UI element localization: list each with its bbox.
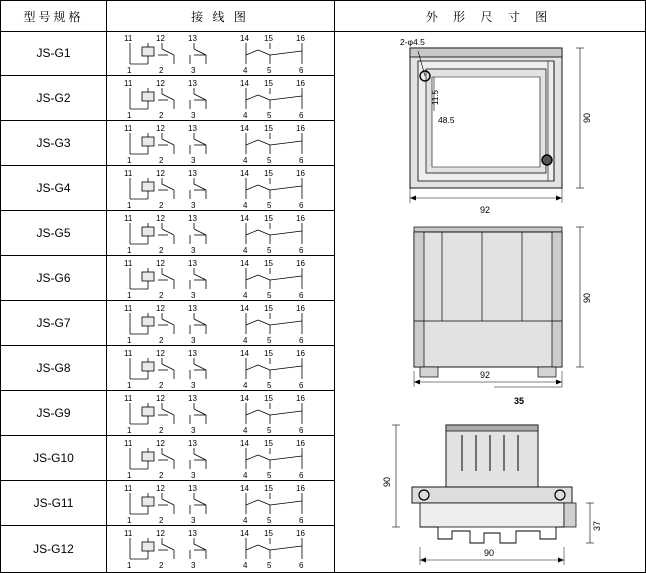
svg-text:3: 3 [191,336,196,345]
svg-text:15: 15 [264,349,273,358]
svg-text:4: 4 [243,156,248,165]
model-column [1,1,107,572]
svg-text:16: 16 [296,259,305,268]
svg-text:16: 16 [296,214,305,223]
svg-text:5: 5 [267,426,272,435]
svg-text:14: 14 [240,394,249,403]
svg-text:6: 6 [299,336,304,345]
svg-text:4: 4 [243,336,248,345]
svg-text:15: 15 [264,394,273,403]
svg-text:15: 15 [264,439,273,448]
svg-text:1: 1 [127,66,132,75]
model-row: JS-G4 [1,166,106,211]
wiring-diagram-row [106,31,334,76]
svg-text:14: 14 [240,484,249,493]
svg-text:2: 2 [159,426,164,435]
front-height-label: 90 [582,112,592,123]
svg-text:16: 16 [296,484,305,493]
svg-text:12: 12 [156,259,165,268]
svg-text:6: 6 [299,471,304,480]
wiring-diagram-row [106,166,334,211]
svg-text:5: 5 [267,336,272,345]
svg-text:16: 16 [296,79,305,88]
svg-text:13: 13 [188,169,197,178]
svg-text:2: 2 [159,516,164,525]
svg-text:15: 15 [264,529,273,538]
svg-text:12: 12 [156,124,165,133]
svg-text:2: 2 [159,66,164,75]
svg-text:13: 13 [188,529,197,538]
svg-text:4: 4 [243,291,248,300]
model-row: JS-G2 [1,76,106,121]
dimension-drawings [334,31,645,572]
wiring-diagram-row [106,301,334,346]
svg-text:4: 4 [243,471,248,480]
svg-text:5: 5 [267,381,272,390]
front-width-label: 92 [480,205,491,215]
svg-text:14: 14 [240,169,249,178]
svg-text:1: 1 [127,201,132,210]
model-row: JS-G12 [33,541,74,556]
svg-text:6: 6 [299,426,304,435]
svg-text:12: 12 [156,484,165,493]
svg-text:2: 2 [159,201,164,210]
svg-text:3: 3 [191,381,196,390]
svg-text:15: 15 [264,79,273,88]
svg-text:16: 16 [296,169,305,178]
svg-text:14: 14 [240,124,249,133]
svg-text:6: 6 [299,66,304,75]
svg-text:11: 11 [124,304,133,313]
svg-text:6: 6 [299,201,304,210]
svg-text:16: 16 [296,394,305,403]
front-view-drawing [400,37,592,215]
svg-text:4: 4 [243,111,248,120]
svg-text:16: 16 [296,439,305,448]
svg-text:16: 16 [296,529,305,538]
side-height-label: 90 [582,292,592,303]
svg-text:2: 2 [159,336,164,345]
model-rows [1,31,106,571]
svg-text:15: 15 [264,259,273,268]
svg-text:14: 14 [240,349,249,358]
wiring-diagram-row [106,526,334,571]
side-view-drawing [414,227,592,406]
svg-text:1: 1 [127,291,132,300]
model-row: JS-G3 [1,121,106,166]
model-column-header: 型号规格 [1,1,106,32]
svg-text:16: 16 [296,34,305,43]
svg-text:3: 3 [191,471,196,480]
svg-text:14: 14 [240,214,249,223]
svg-text:3: 3 [191,426,196,435]
svg-text:16: 16 [296,349,305,358]
wiring-diagram-row [106,76,334,121]
svg-text:15: 15 [264,304,273,313]
svg-text:2: 2 [159,381,164,390]
svg-text:11: 11 [124,259,133,268]
svg-text:3: 3 [191,201,196,210]
svg-text:5: 5 [267,201,272,210]
svg-text:12: 12 [156,439,165,448]
rail-right-height-label: 37 [592,520,602,531]
svg-text:12: 12 [156,214,165,223]
wiring-diagram-row [106,391,334,436]
rail-width-label: 90 [484,548,495,558]
svg-text:3: 3 [191,111,196,120]
svg-text:5: 5 [267,516,272,525]
svg-text:12: 12 [156,304,165,313]
svg-text:12: 12 [156,169,165,178]
svg-text:1: 1 [127,336,132,345]
svg-text:13: 13 [188,439,197,448]
svg-text:6: 6 [299,381,304,390]
wiring-diagram-row [106,121,334,166]
svg-text:3: 3 [191,291,196,300]
svg-text:5: 5 [267,291,272,300]
svg-text:6: 6 [299,246,304,255]
wiring-diagram-row [106,481,334,526]
wiring-column-header: 接 线 图 [106,1,334,32]
model-row: JS-G5 [1,211,106,256]
wiring-column [106,1,335,572]
svg-text:6: 6 [299,516,304,525]
svg-text:3: 3 [191,246,196,255]
svg-text:13: 13 [188,394,197,403]
svg-text:11: 11 [124,394,133,403]
wiring-diagram-row [106,256,334,301]
svg-text:1: 1 [127,471,132,480]
wiring-diagram-row [106,211,334,256]
svg-text:2: 2 [159,291,164,300]
svg-text:6: 6 [299,291,304,300]
svg-text:11: 11 [124,124,133,133]
svg-text:1: 1 [127,156,132,165]
svg-text:5: 5 [267,111,272,120]
svg-text:15: 15 [264,124,273,133]
svg-text:6: 6 [299,111,304,120]
svg-text:11: 11 [124,439,133,448]
svg-text:14: 14 [240,259,249,268]
svg-text:4: 4 [243,66,248,75]
svg-text:4: 4 [243,426,248,435]
svg-text:1: 1 [127,381,132,390]
wiring-diagram-row [106,436,334,481]
svg-text:1: 1 [127,111,132,120]
svg-text:13: 13 [188,259,197,268]
svg-text:3: 3 [191,561,196,570]
svg-text:13: 13 [188,79,197,88]
svg-text:12: 12 [156,529,165,538]
svg-text:1: 1 [127,246,132,255]
svg-text:13: 13 [188,484,197,493]
svg-text:5: 5 [267,156,272,165]
model-row: JS-G8 [1,346,106,391]
dimension-column-header: 外 形 尺 寸 图 [334,1,645,32]
front-hole-note: 2-φ4.5 [400,37,425,47]
svg-text:13: 13 [188,124,197,133]
svg-text:11: 11 [124,169,133,178]
model-row: JS-G7 [1,301,106,346]
svg-text:4: 4 [243,201,248,210]
svg-text:4: 4 [243,381,248,390]
model-row: JS-G6 [1,256,106,301]
svg-text:14: 14 [240,304,249,313]
svg-text:13: 13 [188,214,197,223]
svg-text:11: 11 [124,484,133,493]
wiring-rows [106,31,334,571]
model-row: JS-G11 [1,481,106,526]
svg-text:1: 1 [127,426,132,435]
svg-text:3: 3 [191,516,196,525]
svg-text:5: 5 [267,471,272,480]
svg-text:13: 13 [188,34,197,43]
svg-text:4: 4 [243,246,248,255]
svg-text:16: 16 [296,304,305,313]
svg-text:5: 5 [267,561,272,570]
svg-text:14: 14 [240,439,249,448]
svg-text:1: 1 [127,561,132,570]
svg-text:15: 15 [264,484,273,493]
rail-view-drawing [382,425,602,565]
svg-text:11: 11 [124,529,133,538]
svg-text:15: 15 [264,214,273,223]
rail-left-height-label: 90 [382,476,392,487]
svg-text:12: 12 [156,79,165,88]
svg-text:4: 4 [243,561,248,570]
svg-text:2: 2 [159,471,164,480]
svg-text:11: 11 [124,349,133,358]
svg-text:3: 3 [191,66,196,75]
svg-text:6: 6 [299,156,304,165]
svg-text:12: 12 [156,394,165,403]
svg-text:2: 2 [159,246,164,255]
svg-text:6: 6 [299,561,304,570]
svg-text:2: 2 [159,156,164,165]
svg-text:2: 2 [159,111,164,120]
svg-text:4: 4 [243,516,248,525]
wiring-diagram-row [106,346,334,391]
svg-text:2: 2 [159,561,164,570]
side-width-label: 92 [480,370,491,380]
front-hole-depth-label: 11.5 [431,90,440,105]
svg-text:1: 1 [127,516,132,525]
svg-text:13: 13 [188,349,197,358]
svg-text:5: 5 [267,246,272,255]
svg-text:14: 14 [240,34,249,43]
svg-text:3: 3 [191,156,196,165]
model-row: JS-G9 [1,391,106,436]
svg-text:11: 11 [124,79,133,88]
svg-text:16: 16 [296,124,305,133]
front-inner-width-label: 48.5 [438,115,455,125]
model-row: JS-G10 [1,436,106,481]
svg-text:14: 14 [240,529,249,538]
svg-text:12: 12 [156,349,165,358]
svg-text:5: 5 [267,66,272,75]
model-row: JS-G1 [1,31,106,76]
svg-text:11: 11 [124,214,133,223]
svg-text:15: 15 [264,34,273,43]
svg-text:11: 11 [124,34,133,43]
svg-text:13: 13 [188,304,197,313]
svg-text:15: 15 [264,169,273,178]
side-depth-label: 35 [514,396,525,406]
svg-text:14: 14 [240,79,249,88]
svg-text:12: 12 [156,34,165,43]
